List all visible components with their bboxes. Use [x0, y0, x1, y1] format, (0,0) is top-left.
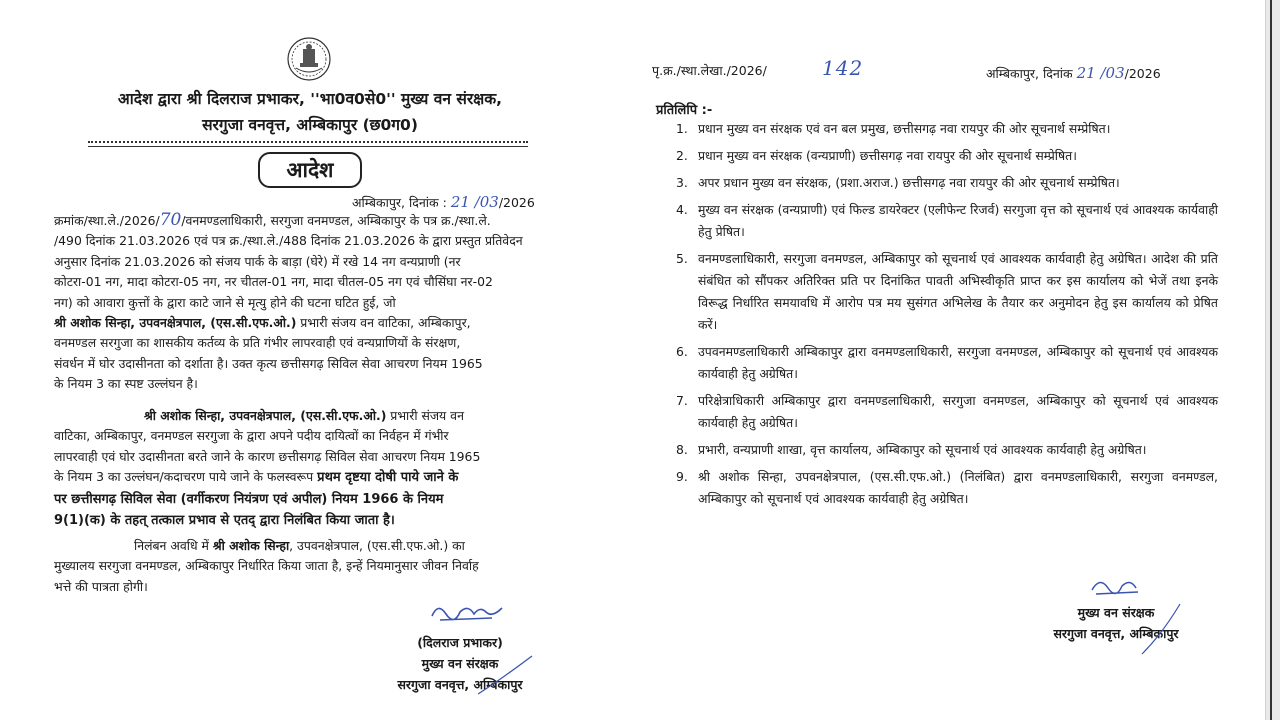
- copy-signature-stroke: [1136, 600, 1196, 660]
- list-item: 5. वनमण्डलाधिकारी, सरगुजा वनमण्डल, अम्बिकापुर को सूचनार्थ एवं आवश्यक कार्यवाही हेतु अग्रेषित। आदेश की प्रति संबंधित को सौंपकर अतिरिक्त प्रति पर दिनांकित पावती अभिस्वीकृति प्राप्त कर इस कार्यालय को भेजें तथा इनके विरूद्ध निर्धारित समयावधि में आरोप पत्र मय सुसंगत अभिलेख के तैयार कर अनुमोदन हेतु इस कार्यालय को प्रेषित करें।: [676, 251, 1218, 332]
- list-item: 6. उपवनमण्डलाधिकारी अम्बिकापुर द्वारा वनमण्डलाधिकारी, सरगुजा वनमण्डल, अम्बिकापुर को सूचनार्थ एवं आवश्यक कार्यवाही हेतु अग्रेषित।: [676, 344, 1218, 381]
- copy-to-heading: प्रतिलिपि :-: [656, 103, 713, 118]
- para2-officer-name: श्री अशोक सिन्हा, उपवनक्षेत्रपाल, (एस.सी.एफ.ओ.): [144, 408, 387, 423]
- copy-page: [616, 0, 1266, 720]
- para1-officer-name: श्री अशोक सिन्हा, उपवनक्षेत्रपाल, (एस.सी.एफ.ओ.): [54, 315, 297, 331]
- para2-text: प्रभारी संजय वन वाटिका, अम्बिकापुर, वनमण्डल सरगुजा के द्वारा अपने पदीय दायित्वों का निर्वहन में गंभीर लापरवाही एवं घोर उदासीनता बरते जाने के कारण छत्तीसगढ़ सिविल सेवा आचरण नियम 1965 के नियम 3 का उल्लंघन/कदाचरण पाये जाने के फलस्वरूप: [54, 408, 481, 485]
- para1-text-rest: प्रभारी संजय वन वाटिका, अम्बिकापुर, वनमण्डल सरगुजा का शासकीय कर्तव्य के प्रति गंभीर लापरवाही एवं वन्यप्राणियों के संरक्षण, संवर्धन में घोर उदासीनता को दर्शाता है। उक्त कृत्य छत्तीसगढ़ सिविल सेवा आचरण नियम 1965 के नियम 3 का स्पष्ट उल्लंघन है।: [54, 315, 483, 392]
- header-divider-dotted: [88, 141, 528, 143]
- signature-stroke: [470, 650, 550, 700]
- order-title: आदेश: [258, 152, 362, 188]
- handwritten-copy-number: 142: [822, 56, 864, 80]
- list-item: 4. मुख्य वन संरक्षक (वन्यप्राणी) एवं फिल्ड डायरेक्टर (एलीफेन्ट रिजर्व) सरगुजा वृत्त को सूचनार्थ एवं आवश्यक कार्यवाही हेतु प्रेषित।: [676, 202, 1218, 239]
- copy-reference-prefix: पृ.क्र./स्था.लेखा./2026/: [652, 63, 767, 78]
- para3-officer-name: श्री अशोक सिन्हा: [212, 538, 290, 553]
- header-divider-solid: [88, 146, 528, 147]
- copy-signatory-office: सरगुजा वनवृत्त, अम्बिकापुर: [1053, 626, 1179, 641]
- state-emblem-icon: [286, 36, 332, 82]
- order-header-line-1: आदेश द्वारा श्री दिलराज प्रभाकर, ''भा0व0से0'' मुख्य वन संरक्षक,: [117, 90, 503, 108]
- handwritten-order-number: 70: [159, 210, 182, 230]
- copy-recipient-list: [668, 118, 1218, 510]
- list-item: 9. श्री अशोक सिन्हा, उपवनक्षेत्रपाल, (एस.सी.एफ.ओ.) (निलंबित) द्वारा वनमण्डलाधिकारी, सरगुजा वनमण्डल, अम्बिकापुर को सूचनार्थ एवं आवश्यक कार्यवाही हेतु अग्रेषित।: [676, 469, 1218, 506]
- copy-signatory-designation: मुख्य वन संरक्षक: [1077, 605, 1155, 620]
- order-page: [0, 0, 616, 720]
- copy-handwritten-signature: [1086, 572, 1166, 600]
- order-paragraph-1: [54, 210, 560, 395]
- order-paragraph-3: [54, 536, 560, 597]
- list-item: 7. परिक्षेत्राधिकारी अम्बिकापुर द्वारा वनमण्डलाधिकारी, सरगुजा वनमण्डल, अम्बिकापुर को सूचनार्थ एवं आवश्यक कार्यवाही हेतु अग्रेषित।: [676, 393, 1218, 430]
- date-year: /2026: [498, 195, 535, 210]
- order-paragraph-2: [54, 406, 560, 531]
- copy-date-year: /2026: [1124, 66, 1161, 81]
- order-header-line-2: सरगुजा वनवृत्त, अम्बिकापुर (छ0ग0): [202, 116, 418, 134]
- copy-date-prefix: अम्बिकापुर, दिनांक: [986, 66, 1073, 81]
- order-date: [352, 193, 535, 211]
- list-item: 8. प्रभारी, वन्यप्राणी शाखा, वृत्त कार्यालय, अम्बिकापुर को सूचनार्थ एवं आवश्यक कार्यवाही हेतु अग्रेषित।: [676, 442, 1147, 457]
- para1-text: /वनमण्डलाधिकारी, सरगुजा वनमण्डल, अम्बिकापुर के पत्र क्र./स्था.ले. /490 दिनांक 21.03.2026 एवं पत्र क्र./स्था.ले./488 दिनांक 21.03.2026 के द्वारा प्रस्तुत प्रतिवेदन अनुसार दिनांक 21.03.2026 को संजय पार्क के बाड़ा (घेरे) में रखे 14 नग वन्यप्राणी (नर कोटरा-01 नग, मादा कोटरा-05 नग, नर चीतल-01 नग, मादा चीतल-05 नग एवं चौसिंघा नर-02 नग) को आवारा कुत्तों के द्वारा काटे जाने से मृत्यु होने की घटना घटित हुई, जो: [54, 213, 523, 310]
- signatory-designation: मुख्य वन संरक्षक: [421, 656, 499, 671]
- list-item: 2. प्रधान मुख्य वन संरक्षक (वन्यप्राणी) छत्तीसगढ़ नवा रायपुर की ओर सूचनार्थ सम्प्रेषित।: [676, 148, 1077, 163]
- date-prefix: अम्बिकापुर, दिनांक :: [352, 195, 447, 210]
- handwritten-date: 21 /03: [450, 193, 499, 211]
- list-item: 3. अपर प्रधान मुख्य वन संरक्षक, (प्रशा.अराज.) छत्तीसगढ़ नवा रायपुर की ओर सूचनार्थ सम्प्रेषित।: [676, 175, 1120, 190]
- copy-reference: [652, 62, 767, 79]
- scan-edge-line: [1270, 0, 1272, 720]
- signatory-office: सरगुजा वनवृत्त, अम्बिकापुर: [397, 677, 523, 692]
- signatory-name: (दिलराज प्रभाकर): [417, 635, 503, 650]
- scan-edge: [1265, 0, 1280, 720]
- handwritten-copy-date: 21 /03: [1076, 64, 1125, 82]
- para3-text: निलंबन अवधि में: [134, 538, 213, 553]
- handwritten-signature: [420, 596, 540, 628]
- para3-text-rest: , उपवनक्षेत्रपाल, (एस.सी.एफ.ओ.) का मुख्यालय सरगुजा वनमण्डल, अम्बिकापुर निर्धारित किया जाता है, इन्हें नियमानुसार जीवन निर्वाह भत्ते की पात्रता होगी।: [54, 538, 479, 594]
- para2-suspension-clause: प्रथम दृष्टया दोषी पाये जाने के पर छत्तीसगढ़ सिविल सेवा (वर्गीकरण नियंत्रण एवं अपील) नियम 1966 के नियम 9(1)(क) के तहत् तत्काल प्रभाव से एतद् द्वारा निलंबित किया जाता है।: [54, 470, 459, 529]
- copy-date: [986, 64, 1161, 82]
- list-item: 1. प्रधान मुख्य वन संरक्षक एवं वन बल प्रमुख, छत्तीसगढ़ नवा रायपुर की ओर सूचनार्थ सम्प्रेषित।: [676, 121, 1111, 136]
- order-reference-prefix: क्रमांक/स्था.ले./2026/: [54, 213, 160, 228]
